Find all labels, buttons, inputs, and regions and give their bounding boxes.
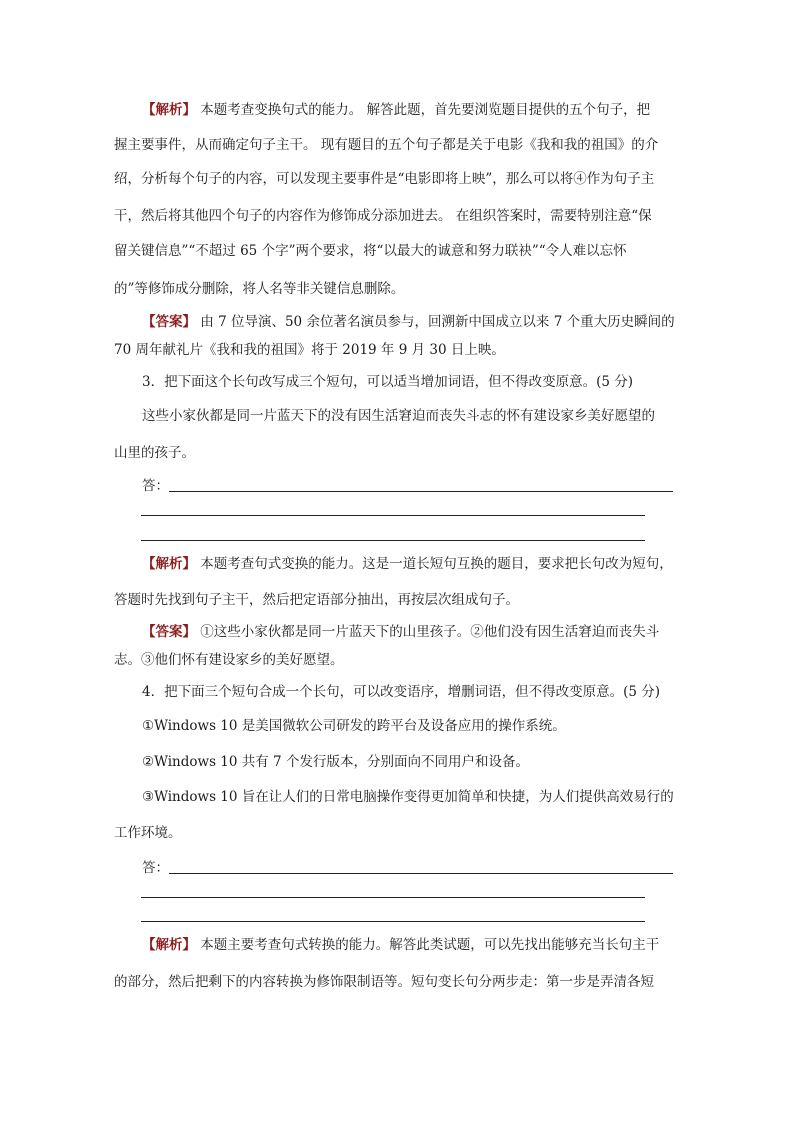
analysis-1-line-4: 干，然后将其他四个句子的内容作为修饰成分添加进去。 在组织答案时，需要特别注意“保: [114, 208, 652, 224]
analysis-3-line-1: [142, 555, 673, 573]
answer-1-line-1: [142, 313, 675, 331]
question-4-sentence-3-line-2: 工作环境。: [114, 825, 182, 841]
answer-blank-line[interactable]: [169, 873, 673, 874]
analysis-1-line-6: 的”等修饰成分删除，将人名等非关键信息删除。: [114, 281, 405, 297]
answer-3-line-1: [142, 623, 659, 641]
answer-blank-line[interactable]: [141, 540, 645, 541]
answer-3-line-2: 志。③他们怀有建设家乡的美好愿望。: [114, 652, 344, 668]
answer-1-line-2: 70 周年献礼片《我和我的祖国》将于 2019 年 9 月 30 日上映。: [114, 342, 505, 358]
question-3-prompt: 3．把下面这个长句改写成三个短句，可以适当增加词语，但不得改变原意。(5 分): [142, 374, 634, 390]
analysis-tag: 【解析】: [142, 102, 196, 118]
analysis-tag: 【解析】: [142, 937, 196, 953]
analysis-1-line-5: 留关键信息”“不超过 65 个字”两个要求，将“以最大的诚意和努力联袂”“令人难以忘怀: [114, 243, 627, 259]
question-3-sentence-line-1: 这些小家伙都是同一片蓝天下的没有因生活窘迫而丧失斗志的怀有建设家乡美好愿望的: [142, 408, 655, 424]
answer-blank-line[interactable]: [141, 921, 645, 922]
answer-3-text: ①这些小家伙都是同一片蓝天下的山里孩子。②他们没有因生活窘迫而丧失斗: [200, 624, 660, 640]
analysis-3-text: 本题考查句式变换的能力。这是一道长短句互换的题目，要求把长句改为短句，: [200, 556, 673, 572]
answer-blank-line[interactable]: [141, 515, 645, 516]
question-4-sentence-2: ②Windows 10 共有 7 个发行版本，分别面向不同用户和设备。: [142, 754, 529, 770]
answer-tag: 【答案】: [142, 624, 196, 640]
analysis-4-line-2: 的部分，然后把剩下的内容转换为修饰限制语等。短句变长句分两步走：第一步是弄清各短: [114, 974, 654, 990]
question-3-sentence-line-2: 山里的孩子。: [114, 445, 195, 461]
answer-1-text: 由 7 位导演、50 余位著名演员参与，回溯新中国成立以来 7 个重大历史瞬间的: [200, 314, 675, 330]
analysis-tag: 【解析】: [142, 556, 196, 572]
analysis-1-line-2: 握主要事件，从而确定句子主干。 现有题目的五个句子都是关于电影《我和我的祖国》的介: [114, 137, 659, 153]
question-4-sentence-3-line-1: ③Windows 10 旨在让人们的日常电脑操作变得更加简单和快捷，为人们提供高效易行的: [142, 789, 674, 805]
analysis-4-text: 本题主要考查句式转换的能力。解答此类试题，可以先找出能够充当长句主干: [200, 937, 660, 953]
analysis-1-line-3: 绍，分析每个句子的内容，可以发现主要事件是“电影即将上映”，那么可以将④作为句子主: [114, 171, 655, 187]
answer-blank-line[interactable]: [169, 491, 673, 492]
analysis-1-line-1: [142, 101, 650, 119]
question-4-prompt: 4．把下面三个短句合成一个长句，可以改变语序，增删词语，但不得改变原意。(5 分): [142, 684, 661, 700]
analysis-1-text: 本题考查变换句式的能力。 解答此题，首先要浏览题目提供的五个句子，把: [200, 102, 651, 118]
analysis-3-line-2: 答题时先找到句子主干，然后把定语部分抽出，再按层次组成句子。: [114, 592, 519, 608]
answer-blank-line[interactable]: [141, 897, 645, 898]
question-4-sentence-1: ①Windows 10 是美国微软公司研发的跨平台及设备应用的操作系统。: [142, 718, 566, 734]
question-3-answer-label: 答：: [142, 478, 169, 494]
question-4-answer-label: 答：: [142, 860, 169, 876]
analysis-4-line-1: [142, 936, 659, 954]
answer-tag: 【答案】: [142, 314, 196, 330]
